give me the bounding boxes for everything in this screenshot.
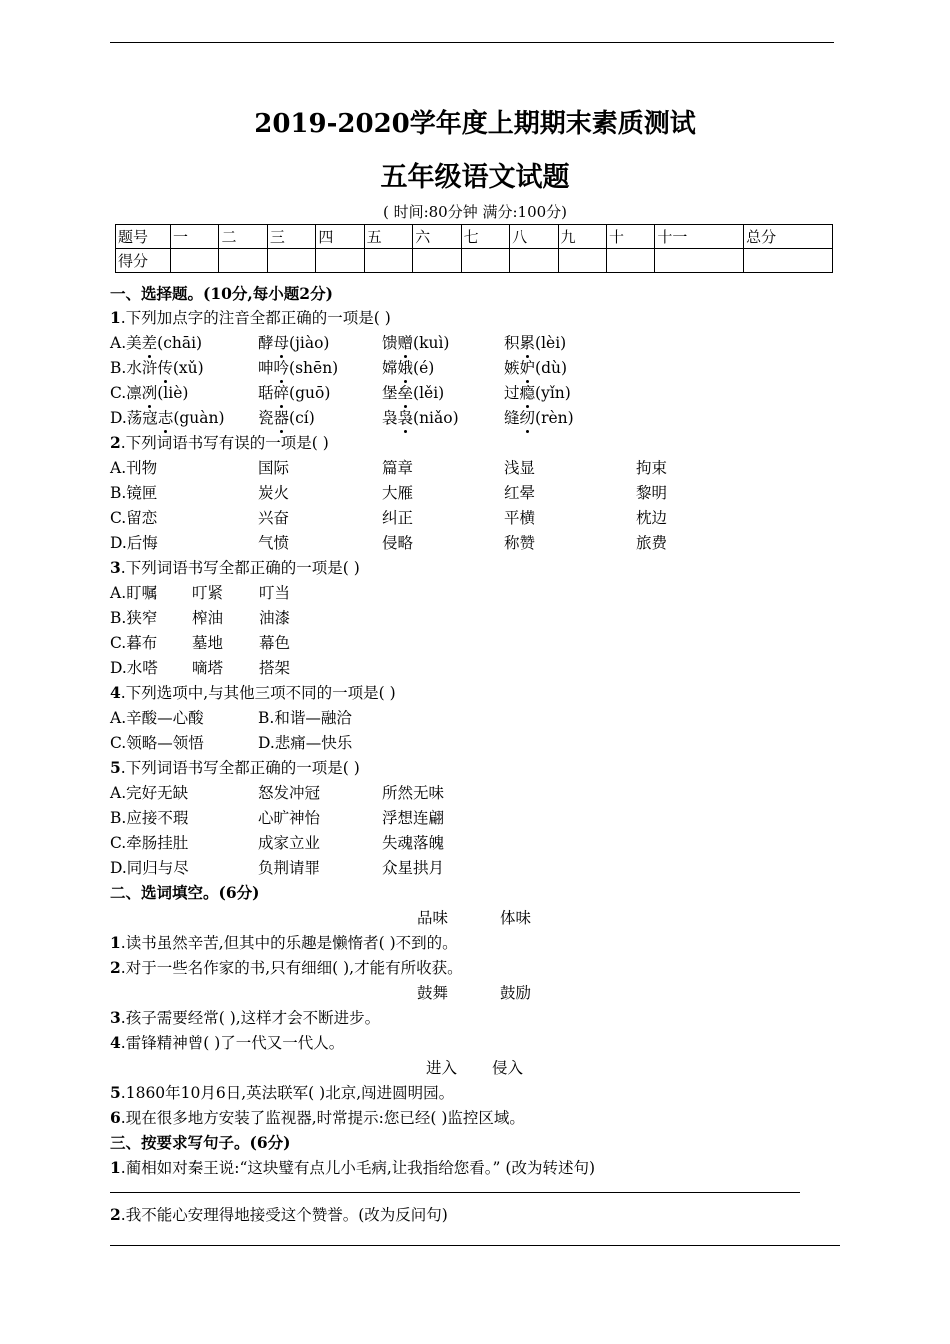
score-header-cell: 十一 <box>655 225 744 249</box>
q1-option-cell: B.水浒传(xǔ) <box>110 356 204 380</box>
q1-option-cell: 瓷器(cí) <box>258 406 315 430</box>
q3-option-cell: B.狭窄 <box>110 609 158 627</box>
q5-option-cell: 怒发冲冠 <box>258 784 321 802</box>
sentence-q1-number: 1 <box>110 1158 121 1177</box>
q1-stem <box>110 306 391 330</box>
q5-option-cell: C.牵肠挂肚 <box>110 834 189 852</box>
score-header-cell: 一 <box>171 225 219 249</box>
score-cell[interactable] <box>171 249 219 273</box>
q1-option-cell: C.凛冽(liè) <box>110 381 188 405</box>
score-row-label: 得分 <box>116 249 171 273</box>
word-choice: 鼓舞 <box>417 984 449 1002</box>
time-score-info: ( 时间:80分钟 满分:100分) <box>382 203 568 221</box>
q4-option-cell: D.悲痛—快乐 <box>258 734 353 752</box>
sentence-q1 <box>110 1156 595 1180</box>
q3-option-cell: 叮当 <box>259 584 291 602</box>
fill-q6 <box>110 1106 525 1130</box>
q3-option-cell: 榨油 <box>192 609 224 627</box>
fill-q1-text: .读书虽然辛苦,但其中的乐趣是懒惰者( )不到的。 <box>120 934 458 952</box>
score-table-header-row <box>116 225 833 249</box>
score-table <box>115 224 833 273</box>
q2-option-cell: 黎明 <box>636 484 668 502</box>
q1-option-cell: 嫦娥(é) <box>382 356 434 380</box>
fill-q1 <box>110 931 458 955</box>
q1-option-cell: 袅袅(niǎo) <box>382 406 459 430</box>
sentence-q1-text: .蔺相如对秦王说:“这块璧有点儿小毛病,让我指给您看。” (改为转述句) <box>120 1159 595 1177</box>
q2-option-cell: 气愤 <box>258 534 290 552</box>
answer-line[interactable] <box>110 1192 800 1193</box>
q1-option-cell: 堡垒(lěi) <box>382 381 444 405</box>
score-header-cell: 四 <box>316 225 364 249</box>
fill-q4 <box>110 1031 344 1055</box>
emphasis-dot-char: 瘾 <box>520 381 536 405</box>
fill-q6-text: .现在很多地方安装了监视器,时常提示:您已经( )监控区域。 <box>120 1109 525 1127</box>
score-header-cell: 三 <box>267 225 315 249</box>
q5-option-cell: 众星拱月 <box>382 859 445 877</box>
emphasis-dot-char: 母 <box>274 331 290 355</box>
score-header-cell: 五 <box>364 225 412 249</box>
q2-option-cell: 枕边 <box>636 509 668 527</box>
section1-heading: 一、选择题。(10分,每小题2分) <box>110 284 333 303</box>
score-header-cell: 六 <box>413 225 461 249</box>
fill-q5-text: .1860年10月6日,英法联军( )北京,闯进圆明园。 <box>120 1084 455 1102</box>
q1-option-cell: 酵母(jiào) <box>258 331 329 355</box>
q1-option-cell: 积累(lèi) <box>504 331 566 355</box>
q3-option-cell: A.盯嘱 <box>110 584 158 602</box>
q2-option-cell: 平横 <box>504 509 536 527</box>
score-cell[interactable] <box>316 249 364 273</box>
fill-q2-text: .对于一些名作家的书,只有细细( ),才能有所收获。 <box>120 959 463 977</box>
q5-stem <box>110 756 360 780</box>
score-cell[interactable] <box>364 249 412 273</box>
emphasis-dot-char: 碎 <box>274 381 290 405</box>
q2-option-cell: 炭火 <box>258 484 290 502</box>
q3-option-cell: 油漆 <box>259 609 291 627</box>
fill-q6-number: 6 <box>110 1108 121 1127</box>
q2-option-cell: 拘束 <box>636 459 668 477</box>
q1-option-cell: 缝纫(rèn) <box>504 406 574 430</box>
q2-option-cell: B.镜匣 <box>110 484 158 502</box>
q2-option-cell: 旅费 <box>636 534 668 552</box>
q1-option-cell: 过瘾(yǐn) <box>504 381 571 405</box>
q3-option-cell: D.水嗒 <box>110 659 158 677</box>
score-cell[interactable] <box>413 249 461 273</box>
word-choice: 侵入 <box>492 1059 524 1077</box>
fill-q3 <box>110 1006 380 1030</box>
emphasis-dot-char: 差 <box>142 331 158 355</box>
emphasis-dot-char: 吟 <box>274 356 290 380</box>
bottom-rule <box>110 1245 840 1246</box>
fill-q5-number: 5 <box>110 1083 121 1102</box>
score-cell[interactable] <box>510 249 558 273</box>
q2-option-cell: 称赞 <box>504 534 536 552</box>
top-rule <box>110 42 834 43</box>
q5-text: .下列词语书写全都正确的一项是( ) <box>120 759 360 777</box>
q2-text: .下列词语书写有误的一项是( ) <box>120 434 329 452</box>
score-cell[interactable] <box>744 249 833 273</box>
q3-option-cell: 嘀塔 <box>192 659 224 677</box>
q2-option-cell: 兴奋 <box>258 509 290 527</box>
q1-text: .下列加点字的注音全都正确的一项是( ) <box>120 309 391 327</box>
q2-option-cell: 纠正 <box>382 509 414 527</box>
emphasis-dot-char: 累 <box>520 331 536 355</box>
q5-number: 5 <box>110 758 121 777</box>
q2-option-cell: 篇章 <box>382 459 414 477</box>
fill-q4-number: 4 <box>110 1033 121 1052</box>
q4-option-cell: A.辛酸—心酸 <box>110 709 204 727</box>
fill-q2 <box>110 956 463 980</box>
fill-q3-text: .孩子需要经常( ),这样才会不断进步。 <box>120 1009 381 1027</box>
score-header-cell: 九 <box>558 225 606 249</box>
q2-stem <box>110 431 329 455</box>
score-cell[interactable] <box>219 249 267 273</box>
score-header-cell: 二 <box>219 225 267 249</box>
score-cell[interactable] <box>267 249 315 273</box>
score-header-cell: 八 <box>510 225 558 249</box>
q4-text: .下列选项中,与其他三项不同的一项是( ) <box>120 684 396 702</box>
emphasis-dot-char: 妒 <box>520 356 536 380</box>
q1-option-cell: 呻吟(shēn) <box>258 356 338 380</box>
emphasis-dot-char: 垒 <box>398 381 414 405</box>
emphasis-dot-char: 器 <box>274 406 290 430</box>
word-choice: 进入 <box>426 1059 458 1077</box>
emphasis-dot-char: 纫 <box>520 406 536 430</box>
q1-option-cell: D.荡寇志(guàn) <box>110 406 225 430</box>
q2-option-cell: 侵略 <box>382 534 414 552</box>
q4-number: 4 <box>110 683 121 702</box>
q1-option-cell: A.美差(chāi) <box>110 331 202 355</box>
emphasis-dot-char: 袅 <box>398 406 414 430</box>
q5-option-cell: 负荆请罪 <box>258 859 321 877</box>
score-cell[interactable] <box>606 249 654 273</box>
score-header-cell: 十 <box>606 225 654 249</box>
q1-option-cell: 嫉妒(dù) <box>504 356 567 380</box>
q2-number: 2 <box>110 433 121 452</box>
q2-option-cell: 国际 <box>258 459 290 477</box>
section3-heading: 三、按要求写句子。(6分) <box>110 1133 291 1152</box>
q5-option-cell: 浮想连翩 <box>382 809 445 827</box>
q3-stem <box>110 556 360 580</box>
q1-option-cell: 馈赠(kuì) <box>382 331 449 355</box>
emphasis-dot-char: 赠 <box>398 331 414 355</box>
emphasis-dot-char: 冽 <box>142 381 158 405</box>
q5-option-cell: A.完好无缺 <box>110 784 189 802</box>
exam-title: 2019-2020学年度上期期末素质测试 <box>254 109 696 139</box>
fill-q3-number: 3 <box>110 1008 121 1027</box>
sentence-q2-number: 2 <box>110 1205 121 1224</box>
q4-stem <box>110 681 396 705</box>
q5-option-cell: B.应接不瑕 <box>110 809 189 827</box>
q2-option-cell: 浅显 <box>504 459 536 477</box>
word-choice: 品味 <box>417 909 449 927</box>
q3-option-cell: C.暮布 <box>110 634 158 652</box>
fill-q5 <box>110 1081 454 1105</box>
score-header-cell: 总分 <box>744 225 833 249</box>
score-table-score-row <box>116 249 833 273</box>
q4-option-cell: B.和谐—融洽 <box>258 709 352 727</box>
q3-option-cell: 叮紧 <box>192 584 224 602</box>
q3-text: .下列词语书写全都正确的一项是( ) <box>120 559 360 577</box>
q3-option-cell: 搭架 <box>259 659 291 677</box>
q1-option-cell: 聒碎(guō) <box>258 381 330 405</box>
q2-option-cell: A.刊物 <box>110 459 158 477</box>
q5-option-cell: D.同归与尽 <box>110 859 189 877</box>
exam-subtitle: 五年级语文试题 <box>380 162 570 193</box>
q4-option-cell: C.领略—领悟 <box>110 734 204 752</box>
fill-q2-number: 2 <box>110 958 121 977</box>
q5-option-cell: 失魂落魄 <box>382 834 445 852</box>
q3-option-cell: 幕色 <box>259 634 291 652</box>
q1-number: 1 <box>110 308 121 327</box>
score-header-cell: 题号 <box>116 225 171 249</box>
sentence-q2-text: .我不能心安理得地接受这个赞誉。(改为反问句) <box>120 1206 448 1224</box>
q5-option-cell: 心旷神怡 <box>258 809 321 827</box>
word-choice: 鼓励 <box>500 984 532 1002</box>
emphasis-dot-char: 娥 <box>398 356 414 380</box>
score-header-cell: 七 <box>461 225 509 249</box>
q3-option-cell: 墓地 <box>192 634 224 652</box>
q3-number: 3 <box>110 558 121 577</box>
q2-option-cell: 大雁 <box>382 484 414 502</box>
score-cell[interactable] <box>558 249 606 273</box>
q2-option-cell: 红晕 <box>504 484 536 502</box>
score-cell[interactable] <box>655 249 744 273</box>
q2-option-cell: C.留恋 <box>110 509 158 527</box>
score-cell[interactable] <box>461 249 509 273</box>
section2-heading: 二、选词填空。(6分) <box>110 883 260 902</box>
q5-option-cell: 成家立业 <box>258 834 321 852</box>
q2-option-cell: D.后悔 <box>110 534 158 552</box>
emphasis-dot-char: 传 <box>157 356 173 380</box>
sentence-q2 <box>110 1203 448 1227</box>
fill-q1-number: 1 <box>110 933 121 952</box>
fill-q4-text: .雷锋精神曾( )了一代又一代人。 <box>120 1034 345 1052</box>
word-choice: 体味 <box>500 909 532 927</box>
emphasis-dot-char: 志 <box>158 406 174 430</box>
q5-option-cell: 所然无味 <box>382 784 445 802</box>
